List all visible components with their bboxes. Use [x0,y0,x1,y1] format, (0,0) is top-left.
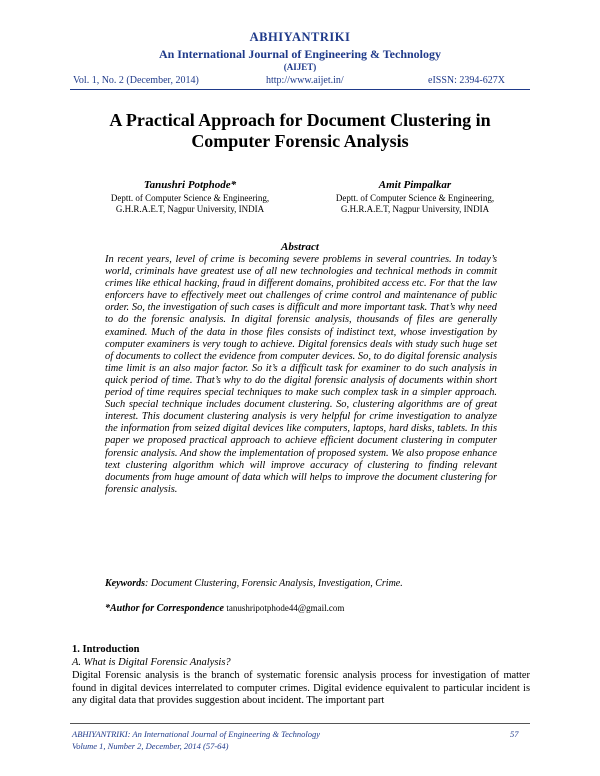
paper-title-line-1: A Practical Approach for Document Clustering in [109,110,491,130]
subsection-heading: A. What is Digital Forensic Analysis? [72,657,231,668]
correspondence-email-link[interactable]: tanushripotphode44@gmail.com [226,603,345,613]
page-number: 57 [510,729,519,739]
journal-url-link[interactable]: http://www.aijet.in/ [266,75,344,86]
keywords-label: Keywords [105,578,145,589]
author-2-name: Amit Pimpalkar [378,179,452,191]
paper-title [80,110,520,152]
author-2-affiliation-line-1: Deptt. of Computer Science & Engineering, [335,193,495,203]
journal-name: ABHIYANTRIKI [249,30,351,44]
footer-journal: ABHIYANTRIKI: An International Journal of Engineering & Technology [72,729,321,739]
author-1-name: Tanushri Potphode* [143,179,237,191]
correspondence-label: *Author for Correspondence [105,603,224,614]
author-2-affiliation-line-2: G.H.R.A.E.T, Nagpur University, INDIA [340,204,490,214]
introduction-text: Digital Forensic analysis is the branch of systematic forensic analysis process for investigation of matter found in digital devices interrelated to computer crimes. Digital evidence equivalent to particular incident is any digital data that provides suggestion about incident. The important part [72,670,530,707]
abstract-text: In recent years, level of crime is becoming severe problems in several countries. In today’s world, criminals have greatest use of all new technologies and technical methods in commit crimes like ethical hacking, fraud in different domains, prohibited access etc. For that the law enforcers have to effectively meet out challenges of crime control and maintenance of public order. So, the investigation of such cases is difficult and more important task. That’s why need to do the forensic analysis. In digital forensic analysis, thousands of files are generally examined. Much of the data in those files consists of indistinct text, whose investigation by computer examiners is very tough to achieve. Digital forensics deals with study such huge set of documents to collect the evidence from computer devices. So, to do digital forensic analysis time limit is an also major factor. So it’s a difficult task for examiner to do such analysis in quick period of time. That’s why to do the digital forensic analysis of documents within short period of time requires special techniques to make such complex task in a simpler approach. Such special technique includes document clustering. So, clustering algorithms are of great interest. This document clustering analysis is very helpful for crime investigation to analyze the information from seized digital devices like computers, laptops, hard disks, tablets. In this paper we proposed practical approach to achieve efficient document clustering in computer forensic analysis. And show the implementation of proposed system. We also propose enhance text clustering algorithm which will improve accuracy of clustering to finding relevant documents from huge amount of data which will helps to improve the document clustering for forensic analysis. [105,254,497,495]
abstract-heading: Abstract [281,241,319,253]
header-divider [70,89,530,90]
author-2-affiliation [312,193,518,215]
journal-volume: Vol. 1, No. 2 (December, 2014) [73,75,199,86]
keywords-text: : Document Clustering, Forensic Analysis, Investigation, Crime. [145,578,403,589]
journal-subtitle: An International Journal of Engineering & Technology [158,47,442,61]
correspondence [105,603,525,614]
paper-title-line-2: Computer Forensic Analysis [191,131,409,151]
journal-issn: eISSN: 2394-627X [428,75,505,86]
section-heading-introduction: 1. Introduction [72,644,140,655]
keywords [105,578,515,589]
footer-divider [70,723,530,724]
author-1-affiliation [95,193,285,215]
author-1-affiliation-line-2: G.H.R.A.E.T, Nagpur University, INDIA [115,204,265,214]
journal-abbreviation: (AIJET) [283,62,317,72]
author-1-affiliation-line-1: Deptt. of Computer Science & Engineering, [110,193,270,203]
footer-volume: Volume 1, Number 2, December, 2014 (57-64) [72,741,229,751]
